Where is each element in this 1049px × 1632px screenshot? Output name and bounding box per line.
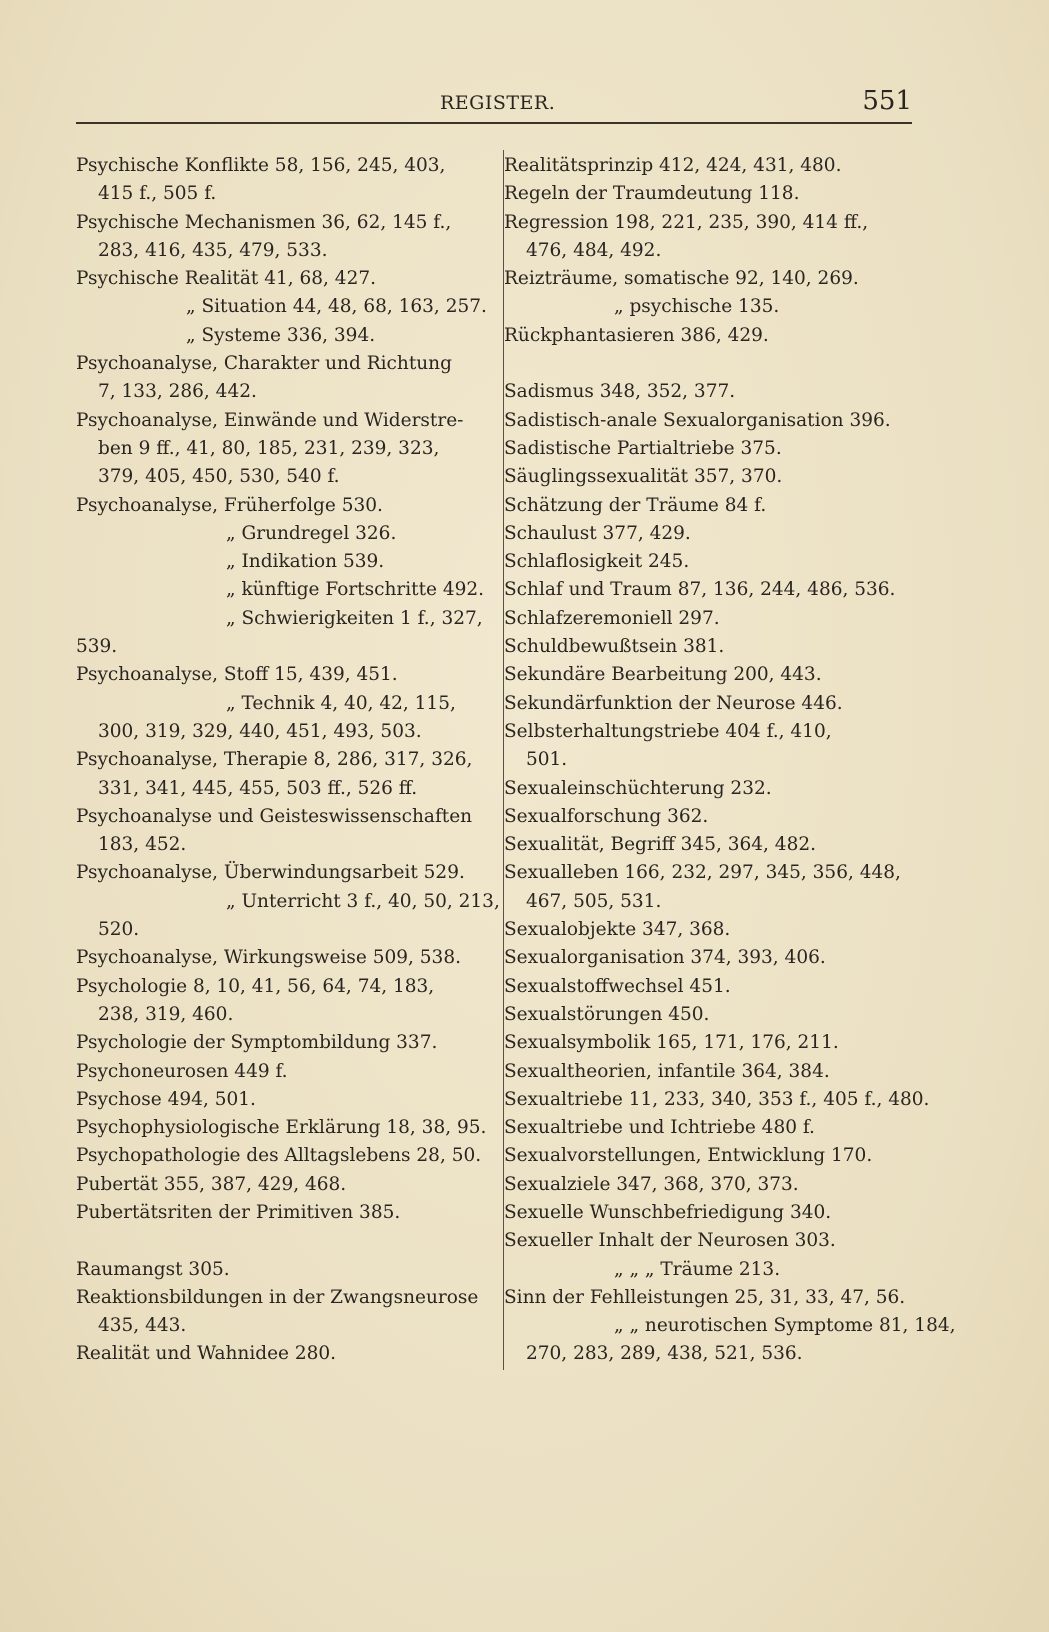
index-entry-line: Sexualtheorien, infantile 364, 384. (504, 1060, 830, 1082)
index-entry-line: 501. (526, 749, 568, 771)
index-entry-line: Psychoanalyse, Früherfolge 530. (76, 494, 383, 516)
index-entry-line: Psychoneurosen 449 f. (76, 1060, 288, 1082)
index-entry-line: Sekundärfunktion der Neurose 446. (504, 692, 843, 714)
index-entry-line: Sexualeinschüchterung 232. (504, 777, 772, 799)
index-entry-line: „ Indikation 539. (226, 551, 385, 573)
index-entry-line: Psychische Mechanismen 36, 62, 145 f., (76, 211, 452, 233)
index-entry-line (76, 1227, 496, 1255)
index-entry-line: 379, 405, 450, 530, 540 f. (98, 466, 340, 488)
index-entry-line: Pubertät 355, 387, 429, 468. (76, 1173, 347, 1195)
index-entry-line: Realität und Wahnidee 280. (76, 1343, 337, 1365)
index-entry-line: Sinn der Fehlleistungen 25, 31, 33, 47, 56. (504, 1286, 906, 1308)
index-entry-line: Sadismus 348, 352, 377. (504, 381, 736, 403)
index-entry-line: Rückphantasieren 386, 429. (504, 324, 769, 346)
index-entry-line: 270, 283, 289, 438, 521, 536. (526, 1343, 803, 1365)
index-entry-line: Realitätsprinzip 412, 424, 431, 480. (504, 155, 842, 176)
index-entry-line: „ Situation 44, 48, 68, 163, 257. (186, 296, 487, 318)
index-entry-line: Sexualtriebe und Ichtriebe 480 f. (504, 1117, 815, 1139)
index-entry-line: Säuglingssexualität 357, 370. (504, 466, 783, 488)
index-entry-line: Psychoanalyse, Einwände und Widerstre- (76, 409, 464, 431)
index-entry-line: Psychoanalyse, Therapie 8, 286, 317, 326, (76, 749, 473, 771)
index-entry-line: Psychoanalyse, Charakter und Richtung (76, 353, 452, 375)
index-entry-line: „ Unterricht 3 f., 40, 50, 213, (226, 890, 500, 912)
index-entry-line: Sexualforschung 362. (504, 805, 709, 827)
running-title: REGISTER. (440, 92, 556, 114)
index-entry-line: 520. (98, 919, 140, 941)
index-entry-line: Regression 198, 221, 235, 390, 414 ff., (504, 211, 869, 233)
index-entry-line: Sexualorganisation 374, 393, 406. (504, 947, 826, 969)
header-rule (76, 122, 912, 124)
index-entry-line (504, 350, 924, 378)
index-entry-line: Psychologie der Symptombildung 337. (76, 1032, 438, 1054)
index-entry-line: „ „ „ Träume 213. (614, 1258, 781, 1280)
index-entry-line: „ Grundregel 326. (226, 522, 397, 544)
index-entry-line: Psychoanalyse, Wirkungsweise 509, 538. (76, 947, 461, 969)
index-entry-line: Sexualvorstellungen, Entwicklung 170. (504, 1145, 873, 1167)
index-entry-line: Psychoanalyse, Stoff 15, 439, 451. (76, 664, 398, 686)
index-entry-line: „ Systeme 336, 394. (186, 324, 376, 346)
index-entry-line: 539. (76, 636, 118, 658)
index-column-left (76, 152, 500, 1369)
index-entry-line: Sekundäre Bearbeitung 200, 443. (504, 664, 822, 686)
index-entry-line: Sexualstoffwechsel 451. (504, 975, 731, 997)
index-entry-line: Psychoanalyse und Geisteswissenschaften (76, 805, 473, 827)
index-entry-line: 183, 452. (98, 834, 187, 856)
index-entry-line: Schuldbewußtsein 381. (504, 636, 725, 658)
index-entry-line: 283, 416, 435, 479, 533. (98, 239, 328, 261)
index-entry-line: Sexualtriebe 11, 233, 340, 353 f., 405 f., 480. (504, 1088, 930, 1110)
index-entry-line: Reaktionsbildungen in der Zwangsneurose (76, 1286, 479, 1308)
index-entry-line: 331, 341, 445, 455, 503 ff., 526 ff. (98, 777, 418, 799)
index-entry-line: Psychoanalyse, Überwindungsarbeit 529. (76, 862, 465, 884)
index-entry-line: Sexualziele 347, 368, 370, 373. (504, 1173, 799, 1195)
index-column-right (504, 152, 956, 1369)
index-entry-line: 476, 484, 492. (526, 239, 662, 261)
index-entry-line: Schaulust 377, 429. (504, 522, 691, 544)
index-entry-line: Reizträume, somatische 92, 140, 269. (504, 268, 859, 290)
index-entry-line: „ Schwierigkeiten 1 f., 327, (226, 607, 483, 629)
index-entry-line: Psychische Konflikte 58, 156, 245, 403, (76, 155, 446, 176)
index-entry-line: 300, 319, 329, 440, 451, 493, 503. (98, 720, 422, 742)
index-entry-line: „ „ neurotischen Symptome 81, 184, (614, 1315, 956, 1337)
index-entry-line: ben 9 ff., 41, 80, 185, 231, 239, 323, (98, 437, 440, 459)
index-entry-line: 435, 443. (98, 1315, 187, 1337)
index-entry-line: Psychische Realität 41, 68, 427. (76, 268, 377, 290)
index-entry-line: Schlaflosigkeit 245. (504, 551, 690, 573)
index-entry-line: Psychopathologie des Alltagslebens 28, 50. (76, 1145, 482, 1167)
index-entry-line: Schlaf und Traum 87, 136, 244, 486, 536. (504, 579, 896, 601)
index-entry-line: Sadistische Partialtriebe 375. (504, 437, 782, 459)
index-entry-line: „ künftige Fortschritte 492. (226, 579, 485, 601)
index-entry-line: Sadistisch-anale Sexualorganisation 396. (504, 409, 891, 431)
index-entry-line: Regeln der Traumdeutung 118. (504, 183, 800, 205)
index-entry-line: 7, 133, 286, 442. (98, 381, 257, 403)
index-entry-line: Selbsterhaltungstriebe 404 f., 410, (504, 720, 832, 742)
index-entry-line: „ psychische 135. (614, 296, 780, 318)
index-entry-line: Schätzung der Träume 84 f. (504, 494, 767, 516)
index-entry-line: Sexualstörungen 450. (504, 1003, 710, 1025)
index-entry-line: Psychophysiologische Erklärung 18, 38, 95. (76, 1117, 487, 1139)
index-entry-line: Raumangst 305. (76, 1258, 230, 1280)
index-entry-line: 467, 505, 531. (526, 890, 662, 912)
index-entry-line: Sexualobjekte 347, 368. (504, 919, 731, 941)
index-entry-line: Sexualleben 166, 232, 297, 345, 356, 448, (504, 862, 901, 884)
page-number: 551 (862, 86, 912, 116)
index-entry-line: Sexualsymbolik 165, 171, 176, 211. (504, 1032, 839, 1054)
index-entry-line: Psychologie 8, 10, 41, 56, 64, 74, 183, (76, 975, 435, 997)
index-entry-line: Sexueller Inhalt der Neurosen 303. (504, 1230, 836, 1252)
index-entry-line: 415 f., 505 f. (98, 183, 217, 205)
index-entry-line: „ Technik 4, 40, 42, 115, (226, 692, 456, 714)
index-entry-line: Psychose 494, 501. (76, 1088, 256, 1110)
index-entry-line: Schlafzeremoniell 297. (504, 607, 720, 629)
index-entry-line: Sexuelle Wunschbefriedigung 340. (504, 1201, 832, 1223)
index-entry-line: 238, 319, 460. (98, 1003, 234, 1025)
index-entry-line: Sexualität, Begriff 345, 364, 482. (504, 834, 816, 856)
index-entry-line: Pubertätsriten der Primitiven 385. (76, 1201, 401, 1223)
page-header (76, 84, 912, 124)
